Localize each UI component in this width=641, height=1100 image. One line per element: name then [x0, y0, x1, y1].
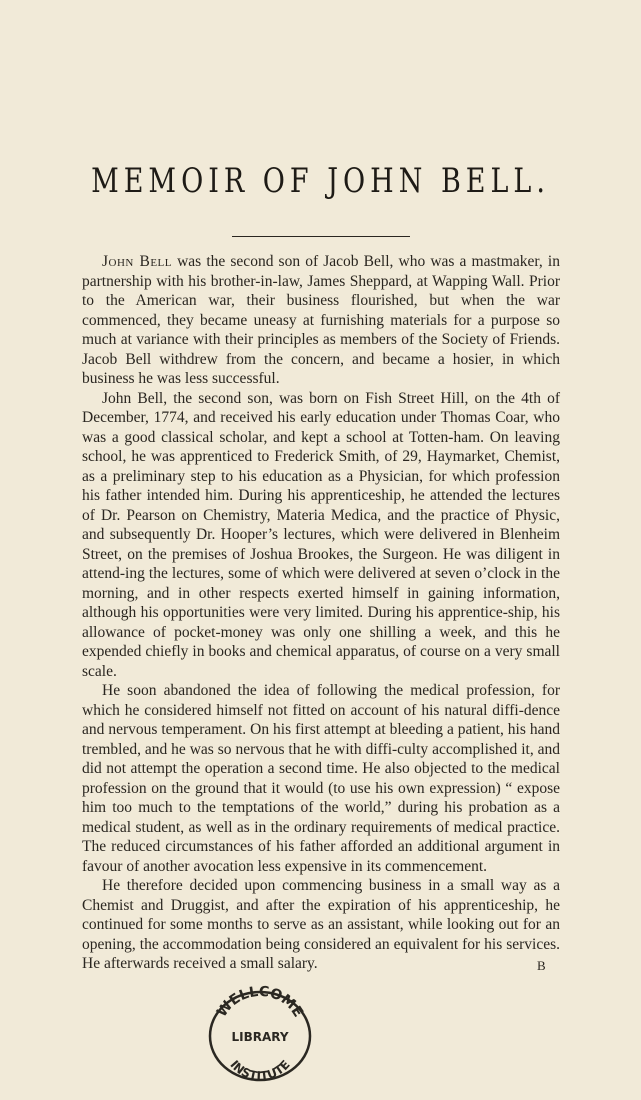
- library-stamp-icon: [198, 978, 322, 1086]
- memoir-body: [82, 252, 560, 974]
- paragraph-1-text: was the second son of Jacob Bell, who was a mastmaker, in partnership with his brother-in-law, James Sheppard, at Wapping Wall. Prior to the American war, their business flourished, but when the war commenced, they became uneasy at furnishing materials for a purpose so much at variance with their principles as members of the Society of Friends. Jacob Bell withdrew from the concern, and became a hosier, in which business he was less successful.: [82, 253, 560, 387]
- stamp-bottom-text: INSTITUTE: [227, 1057, 293, 1084]
- lead-name: John Bell: [102, 253, 172, 270]
- paragraph-4: He therefore decided upon commencing business in a small way as a Chemist and Druggist, and after the expiration of his apprenticeship, he continued for some months to serve as an assistant, while looking out for an opening, the accommodation being considered an equivalent for his services. He afterwards received a small salary.: [82, 877, 560, 972]
- stamp-top-text: WELLCOME: [214, 983, 307, 1021]
- svg-text:INSTITUTE: [227, 1057, 292, 1083]
- paragraph-1: [82, 252, 560, 389]
- paragraph-2: John Bell, the second son, was born on Fish Street Hill, on the 4th of December, 1774, and received his early education under Thomas Coar, who was a good classical scholar, and kept a school at Totten-ham. On leaving school, he was apprenticed to Frederick Smith, of 29, Haymarket, Chemist, as a preliminary step to his education as a Physician, for which profession his father intended him. During his apprenticeship, he attended the lectures of Dr. Pearson on Chemistry, Materia Medica, and the practice of Physic, and subsequently Dr. Hooper’s lectures, which were delivered in Blenheim Street, on the premises of Joshua Brookes, the Surgeon. He was diligent in attend-ing the lectures, some of which were delivered at seven o’clock in the morning, and in other respects exerted himself in gaining information, although his opportunities were very limited. During his apprentice-ship, his allowance of pocket-money was only one shilling a week, and this he expended chiefly in books and chemical apparatus, of course on a very small scale.: [82, 389, 560, 680]
- title-divider: [232, 236, 410, 237]
- paragraph-3: He soon abandoned the idea of following the medical profession, for which he considered himself not fitted on account of his natural diffi-dence and nervous temperament. On his first attempt at bleeding a patient, his hand trembled, and he was so nervous that he with diffi-culty accomplished it, and did not attempt the operation a second time. He also objected to the medical profession on the ground that it would (to use his own expression) “ expose him too much to the temptations of the world,” during his probation as a medical student, as well as in the ordinary requirements of medical practice. The reduced circumstances of his father afforded an additional argument in favour of another avocation less expensive in its commencement.: [82, 682, 560, 875]
- signature-mark: B: [537, 958, 546, 973]
- stamp-middle-text: LIBRARY: [231, 1030, 289, 1044]
- svg-text:WELLCOME: [214, 984, 306, 1020]
- page-title: MEMOIR OF JOHN BELL.: [91, 162, 550, 201]
